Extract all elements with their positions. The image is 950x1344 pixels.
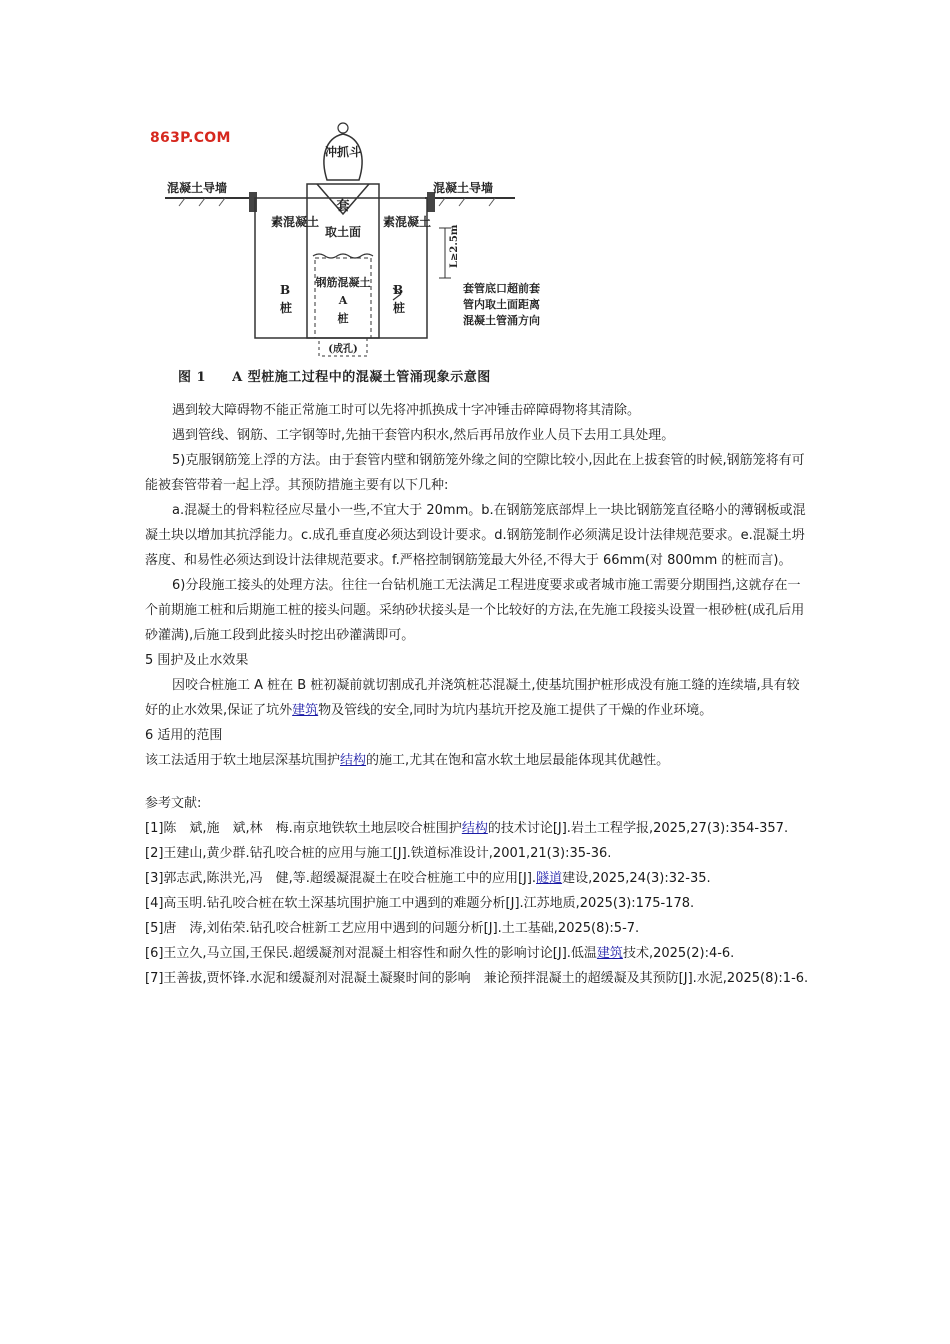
label-pile-right-sub: 桩 — [393, 301, 406, 315]
link-tunnel[interactable]: 隧道 — [536, 871, 563, 886]
reference-item: [4]高玉明.钻孔咬合桩在软土深基坑围护施工中遇到的难题分析[J].江苏地质,2025(3):175-178. — [145, 896, 695, 911]
link-architecture[interactable]: 建筑 — [292, 703, 319, 718]
pile-diagram-figure — [145, 118, 585, 394]
paragraph: 遇到管线、钢筋、工字钢等时,先抽干套管内积水,然后再吊放作业人员下去用工具处理。 — [172, 428, 675, 443]
guide-wall-right — [427, 192, 435, 212]
drill-hook — [338, 123, 348, 133]
label-pile-left: 素混凝土 — [271, 215, 320, 229]
text-span: 该工法适用于软土地层深基坑围护 — [145, 753, 341, 768]
paragraph: 5)克服钢筋笼上浮的方法。由于套管内壁和钢筋笼外缘之间的空隙比较小,因此在上拔套管的时候,钢筋笼将有可能被套管带着一起上浮。其预防措施主要有以下几种: — [145, 453, 805, 493]
text-span: 因咬合桩施工 A 桩在 B 桩初凝前就切割成孔并浇筑桩芯混凝土,使基坑围护桩形成没有施工缝的连续墙,具有较好的止水效果,保证了坑外 — [145, 678, 800, 718]
label-pile-right: 素混凝土 — [383, 215, 432, 229]
pile-diagram — [145, 118, 585, 368]
text-span: 技术,2025(2):4-6. — [622, 946, 735, 961]
figure-caption — [178, 366, 491, 385]
reference-item — [145, 816, 810, 841]
link-structure[interactable]: 结构 — [461, 821, 488, 836]
label-soil-surface: 取土面 — [324, 225, 362, 239]
label-pile-left-code: B — [280, 283, 291, 297]
text-span: [1]陈 斌,施 斌,林 梅.南京地铁软土地层咬合桩围护 — [145, 821, 462, 836]
text-span: [6]王立久,马立国,王保民.超缓凝剂对混凝土相容性和耐久性的影响讨论[J].低温 — [145, 946, 597, 961]
label-center-pile: 钢筋混凝土 — [315, 276, 371, 289]
spacer — [145, 773, 810, 791]
section-heading: 6 适用的范围 — [145, 728, 223, 743]
reference-item: [7]王善拔,贾怀锋.水泥和缓凝剂对混凝土凝聚时间的影响 兼论预拌混凝土的超缓凝及其预防[J].水泥,2025(8):1-6. — [145, 971, 809, 986]
reference-item — [145, 866, 810, 891]
text-span: 的技术讨论[J].岩土工程学报,2025,27(3):354-357. — [487, 821, 789, 836]
label-guide-wall-right: 混凝土导墙 — [433, 181, 494, 195]
label-casing: 套 — [336, 199, 350, 214]
link-architecture[interactable]: 建筑 — [596, 946, 623, 961]
label-center-sub: 桩 — [337, 312, 349, 325]
label-note-2: 管内取土面距离 — [463, 298, 540, 311]
label-pile-left-sub: 桩 — [280, 301, 293, 315]
paragraph — [145, 673, 810, 723]
text-span: 物及管线的安全,同时为坑内基坑开挖及施工提供了干燥的作业环境。 — [318, 703, 713, 718]
reference-item — [145, 941, 810, 966]
text-span: [3]郭志武,陈洪光,冯 健,等.超缓凝混凝土在咬合桩施工中的应用[J]. — [145, 871, 537, 886]
references-heading: 参考文献: — [145, 796, 202, 811]
label-guide-wall-left: 混凝土导墙 — [167, 181, 228, 195]
label-note-3: 混凝土管涌方向 — [463, 314, 540, 327]
reference-item: [2]王建山,黄少群.钻孔咬合桩的应用与施工[J].铁道标准设计,2001,21(3):35-36. — [145, 846, 612, 861]
figure-caption-text: A 型桩施工过程中的混凝土管涌现象示意图 — [232, 370, 491, 385]
paragraph: 6)分段施工接头的处理方法。往往一台钻机施工无法满足工程进度要求或者城市施工需要分期围挡,这就存在一个前期施工桩和后期施工桩的接头问题。采纳砂状接头是一个比较好的方法,在先施工段接头设置一根砂桩(成孔后用砂灌满),后施工段到此接头时挖出砂灌满即可。 — [145, 578, 805, 643]
reference-item: [5]唐 涛,刘佑荣.钻孔咬合桩新工艺应用中遇到的问题分析[J].土工基础,2025(8):5-7. — [145, 921, 640, 936]
paragraph — [145, 748, 810, 773]
section-heading: 5 围护及止水效果 — [145, 653, 249, 668]
label-drill: 冲抓斗 — [324, 145, 362, 159]
site-watermark: 863P.COM — [150, 130, 231, 146]
text-span: 建设,2025,24(3):32-35. — [562, 871, 711, 886]
link-structure[interactable]: 结构 — [340, 753, 367, 768]
paragraph: 遇到较大障碍物不能正常施工时可以先将冲抓换成十字冲锤击碎障碍物将其清除。 — [172, 403, 641, 418]
label-note-1: 套管底口超前套 — [463, 282, 540, 295]
label-dimension: L≥2.5m — [449, 224, 460, 268]
text-span: 的施工,尤其在饱和富水软土地层最能体现其优越性。 — [366, 753, 670, 768]
label-center-code: A — [338, 294, 348, 307]
label-pile-right-code: B — [393, 283, 404, 297]
label-hole: (成孔) — [328, 344, 358, 355]
figure-caption-number: 图 1 — [178, 370, 207, 385]
soil-surface-line — [313, 254, 373, 258]
article-body — [145, 398, 810, 991]
paragraph: a.混凝土的骨料粒径应尽量小一些,不宜大于 20mm。b.在钢筋笼底部焊上一块比钢筋笼直径略小的薄钢板或混凝土块以增加其抗浮能力。c.成孔垂直度必须达到设计要求。d.钢筋笼制作必须满足设计法律规范要求。e.混凝土坍落度、和易性必须达到设计法律规范要求。f.严格控制钢筋笼最大外径,不得大于 66mm(对 800mm 的桩而言)。 — [145, 503, 806, 568]
guide-wall-left — [249, 192, 257, 212]
